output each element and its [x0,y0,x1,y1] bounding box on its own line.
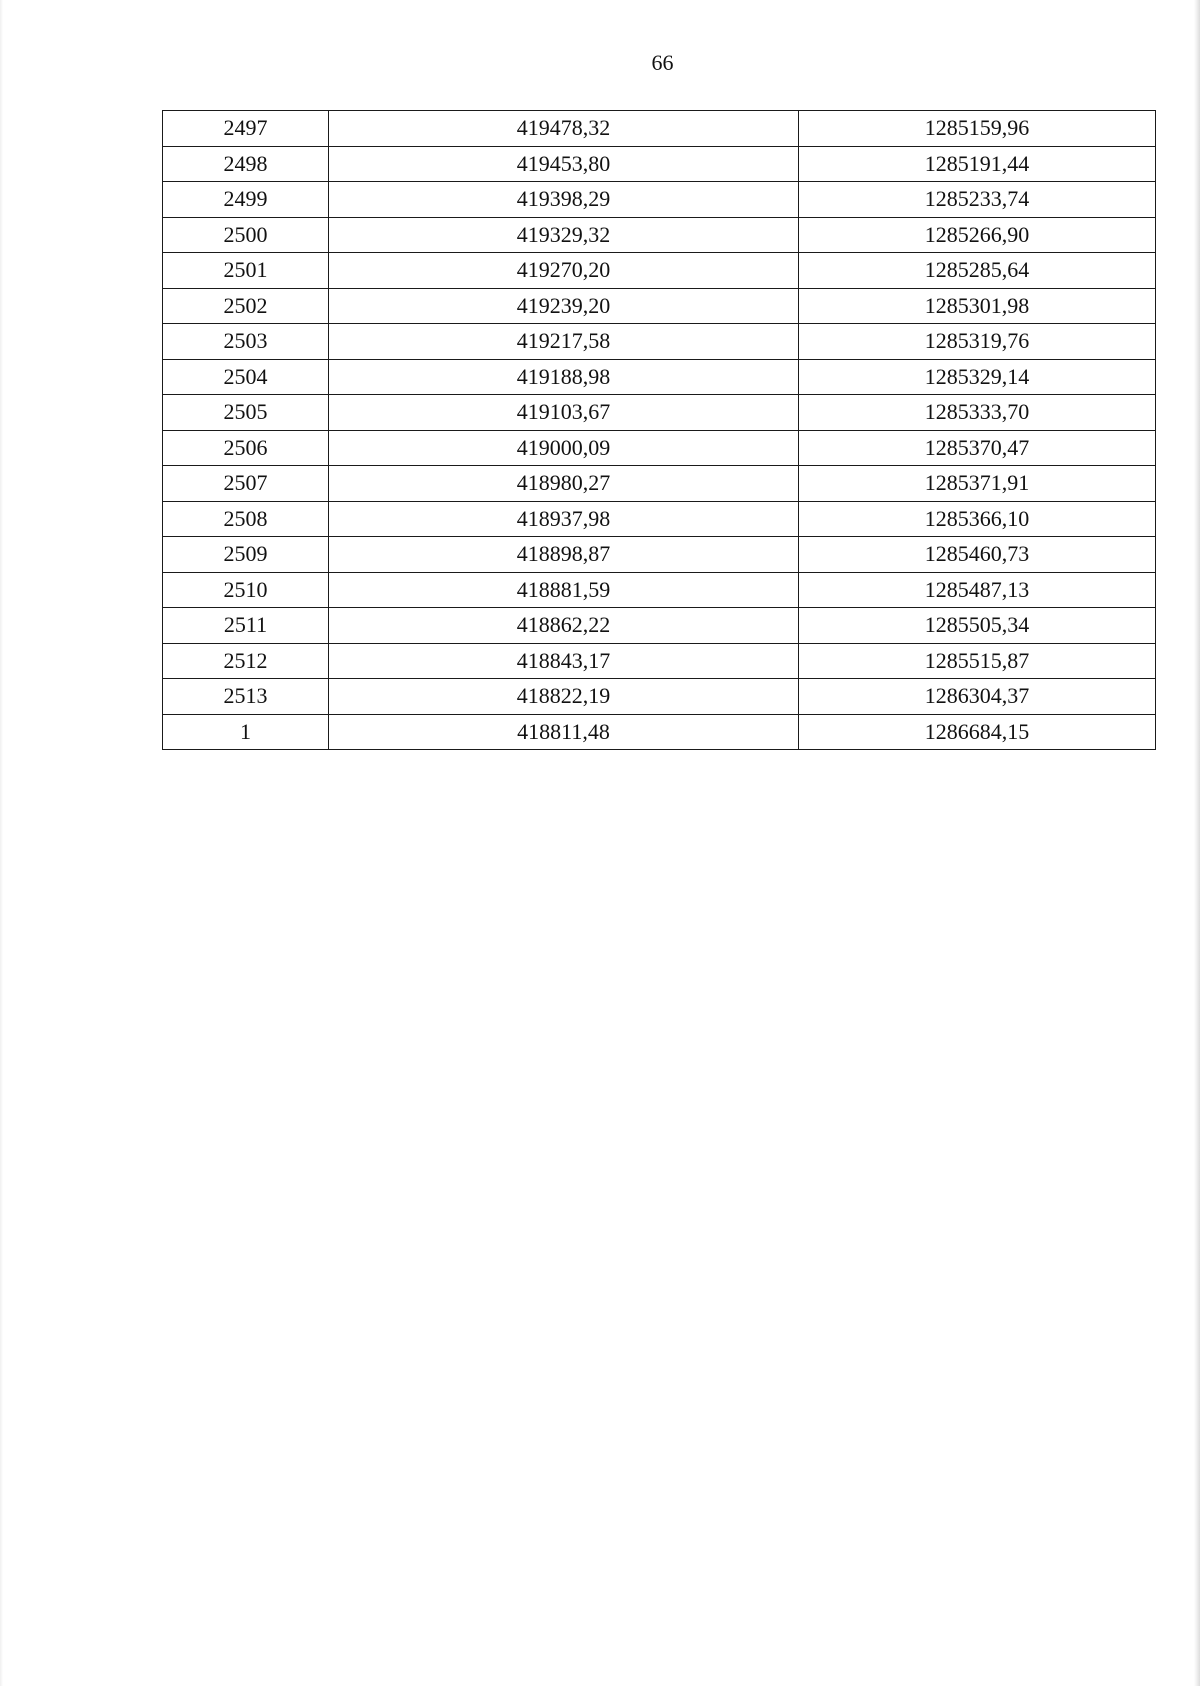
x-coordinate-cell: 419000,09 [329,430,799,466]
x-coordinate-cell: 419453,80 [329,146,799,182]
table-row [163,572,1156,608]
y-coordinate-cell: 1286684,15 [799,714,1156,750]
x-coordinate-cell: 418898,87 [329,537,799,573]
scan-edge-right [1194,0,1200,1686]
y-coordinate-cell: 1285301,98 [799,288,1156,324]
table-row [163,679,1156,715]
x-coordinate-cell: 419239,20 [329,288,799,324]
x-coordinate-cell: 419188,98 [329,359,799,395]
x-coordinate-cell: 419103,67 [329,395,799,431]
y-coordinate-cell: 1285159,96 [799,111,1156,147]
y-coordinate-cell: 1285370,47 [799,430,1156,466]
x-coordinate-cell: 418862,22 [329,608,799,644]
table-row [163,253,1156,289]
x-coordinate-cell: 418980,27 [329,466,799,502]
table-row [163,608,1156,644]
x-coordinate-cell: 419478,32 [329,111,799,147]
y-coordinate-cell: 1285266,90 [799,217,1156,253]
x-coordinate-cell: 418843,17 [329,643,799,679]
table-row [163,714,1156,750]
table-row [163,430,1156,466]
point-number-cell: 2498 [163,146,329,182]
page-number: 66 [651,50,674,75]
table-row [163,217,1156,253]
x-coordinate-cell: 418822,19 [329,679,799,715]
table-row [163,288,1156,324]
point-number-cell: 1 [163,714,329,750]
table-row [163,537,1156,573]
x-coordinate-cell: 419398,29 [329,182,799,218]
point-number-cell: 2509 [163,537,329,573]
point-number-cell: 2510 [163,572,329,608]
y-coordinate-cell: 1285233,74 [799,182,1156,218]
point-number-cell: 2504 [163,359,329,395]
y-coordinate-cell: 1285371,91 [799,466,1156,502]
coordinates-table-body [163,111,1156,750]
point-number-cell: 2507 [163,466,329,502]
y-coordinate-cell: 1285319,76 [799,324,1156,360]
table-row [163,111,1156,147]
scan-edge-left [0,0,3,1686]
y-coordinate-cell: 1285366,10 [799,501,1156,537]
point-number-cell: 2497 [163,111,329,147]
y-coordinate-cell: 1285333,70 [799,395,1156,431]
y-coordinate-cell: 1285505,34 [799,608,1156,644]
point-number-cell: 2502 [163,288,329,324]
x-coordinate-cell: 418811,48 [329,714,799,750]
point-number-cell: 2508 [163,501,329,537]
x-coordinate-cell: 419329,32 [329,217,799,253]
x-coordinate-cell: 419217,58 [329,324,799,360]
point-number-cell: 2512 [163,643,329,679]
x-coordinate-cell: 418937,98 [329,501,799,537]
table-row [163,501,1156,537]
table-row [163,643,1156,679]
point-number-cell: 2506 [163,430,329,466]
y-coordinate-cell: 1285515,87 [799,643,1156,679]
y-coordinate-cell: 1286304,37 [799,679,1156,715]
table-row [163,324,1156,360]
coordinates-table [162,110,1156,750]
table-row [163,359,1156,395]
table-row [163,466,1156,502]
point-number-cell: 2505 [163,395,329,431]
point-number-cell: 2499 [163,182,329,218]
y-coordinate-cell: 1285487,13 [799,572,1156,608]
point-number-cell: 2501 [163,253,329,289]
y-coordinate-cell: 1285329,14 [799,359,1156,395]
point-number-cell: 2511 [163,608,329,644]
table-row [163,182,1156,218]
table-row [163,146,1156,182]
y-coordinate-cell: 1285460,73 [799,537,1156,573]
point-number-cell: 2513 [163,679,329,715]
point-number-cell: 2500 [163,217,329,253]
y-coordinate-cell: 1285285,64 [799,253,1156,289]
y-coordinate-cell: 1285191,44 [799,146,1156,182]
table-row [163,395,1156,431]
x-coordinate-cell: 419270,20 [329,253,799,289]
x-coordinate-cell: 418881,59 [329,572,799,608]
point-number-cell: 2503 [163,324,329,360]
